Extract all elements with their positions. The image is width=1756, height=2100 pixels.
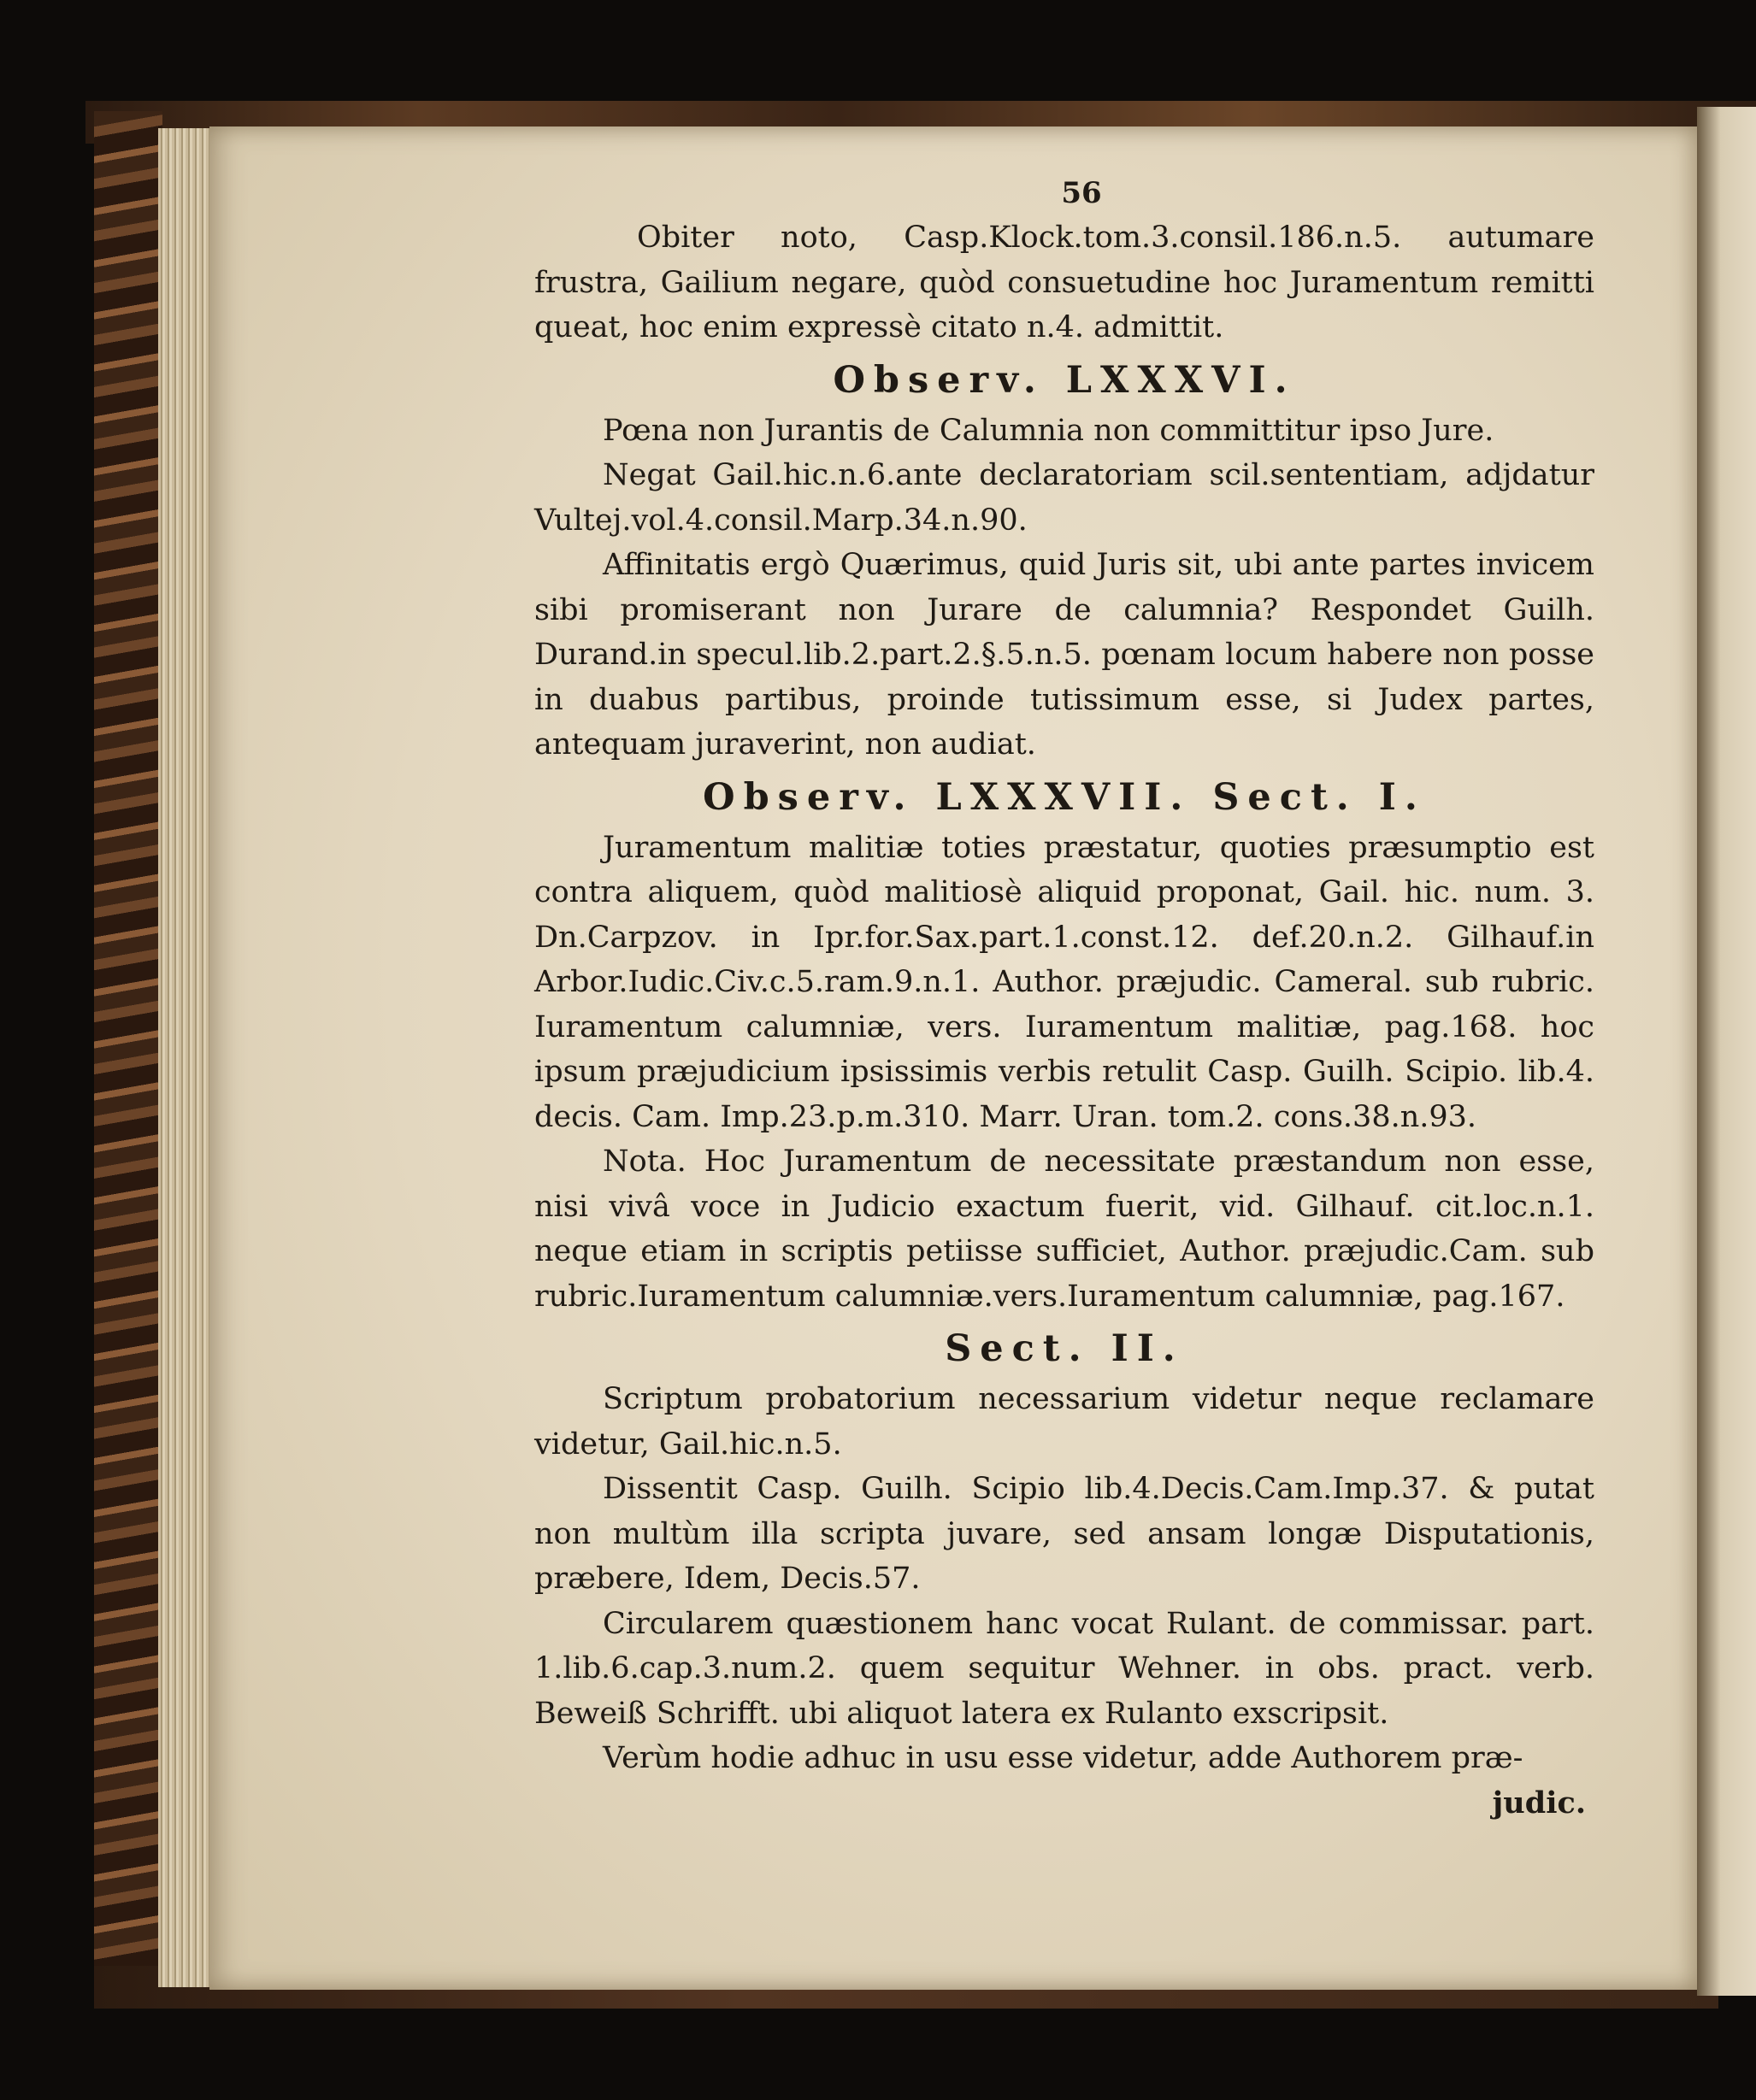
paragraph: Juramentum malitiæ toties præstatur, quoties præsumptio est contra aliquem, quòd malitiosè aliquid proponat, Gail. hic. num. 3. Dn.Carpzov. in Ipr.for.Sax.part.1.const.12. def.20.n.2. Gilhauf.in Arbor.Iudic.Civ.c.5.ram.9.n.1. Author. præjudic. Cameral. sub rubric. Iuramentum calumniæ, vers. Iuramentum malitiæ, pag.168. hoc ipsum præjudicium ipsissimis verbis retulit Casp. Guilh. Scipio. lib.4. decis. Cam. Imp.23.p.m.310. Marr. Uran. tom.2. cons.38.n.93. [534,830,1594,1134]
paragraph: Negat Gail.hic.n.6.ante declaratoriam scil.sententiam, adjdatur Vultej.vol.4.consil.Marp.34.n.90. [534,458,1594,538]
catchword: judic. [1492,1785,1586,1821]
paragraph: Nota. Hoc Juramentum de necessitate præstandum non esse, nisi vivâ voce in Judicio exactum fuerit, vid. Gilhauf. cit.loc.n.1. neque etiam in scriptis petiisse sufficiet, Author. præjudic.Cam. sub rubric.Iuramentum calumniæ.vers.Iuramentum calumniæ, pag.167. [534,1144,1594,1314]
section-heading: Observ. LXXXVII. Sect. I. [703,775,1426,819]
paragraph: Pœna non Jurantis de Calumnia non committitur ipso Jure. [603,413,1494,448]
section-heading: Sect. II. [945,1327,1184,1370]
facing-page-edge [1697,107,1756,1996]
paragraph: Scriptum probatorium necessarium videtur neque reclamare videtur, Gail.hic.n.5. [534,1382,1594,1462]
paragraph: Affinitatis ergò Quærimus, quid Juris sit, ubi ante partes invicem sibi promiserant non Jurare de calumnia? Respondet Guilh. Durand.in specul.lib.2.part.2.§.5.n.5. pœnam locum habere non posse in duabus partibus, proinde tutissimum esse, si Judex partes, antequam juraverint, non audiat. [534,548,1594,762]
paragraph: Obiter noto, Casp.Klock.tom.3.consil.186.n.5. autumare frustra, Gailium negare, quòd consuetudine hoc Juramentum remitti queat, hoc enim expressè citato n.4. admittit. [534,221,1594,344]
section-heading: Observ. LXXXVI. [833,358,1296,402]
paragraph: Dissentit Casp. Guilh. Scipio lib.4.Decis.Cam.Imp.37. & putat non multùm illa scripta juvare, sed ansam longæ Disputationis, præbere, Idem, Decis.57. [534,1472,1594,1596]
paragraph: Verùm hodie adhuc in usu esse videtur, adde Authorem præ- [603,1741,1523,1775]
page-text [534,171,1594,1826]
paragraph: Circularem quæstionem hanc vocat Rulant. de commissar. part. 1.lib.6.cap.3.num.2. quem sequitur Wehner. in obs. pract. verb. Beweiß Schrifft. ubi aliquot latera ex Rulanto exscripsit. [534,1606,1594,1731]
book-cover-left [94,111,162,1991]
folio-number: 56 [1061,176,1102,210]
